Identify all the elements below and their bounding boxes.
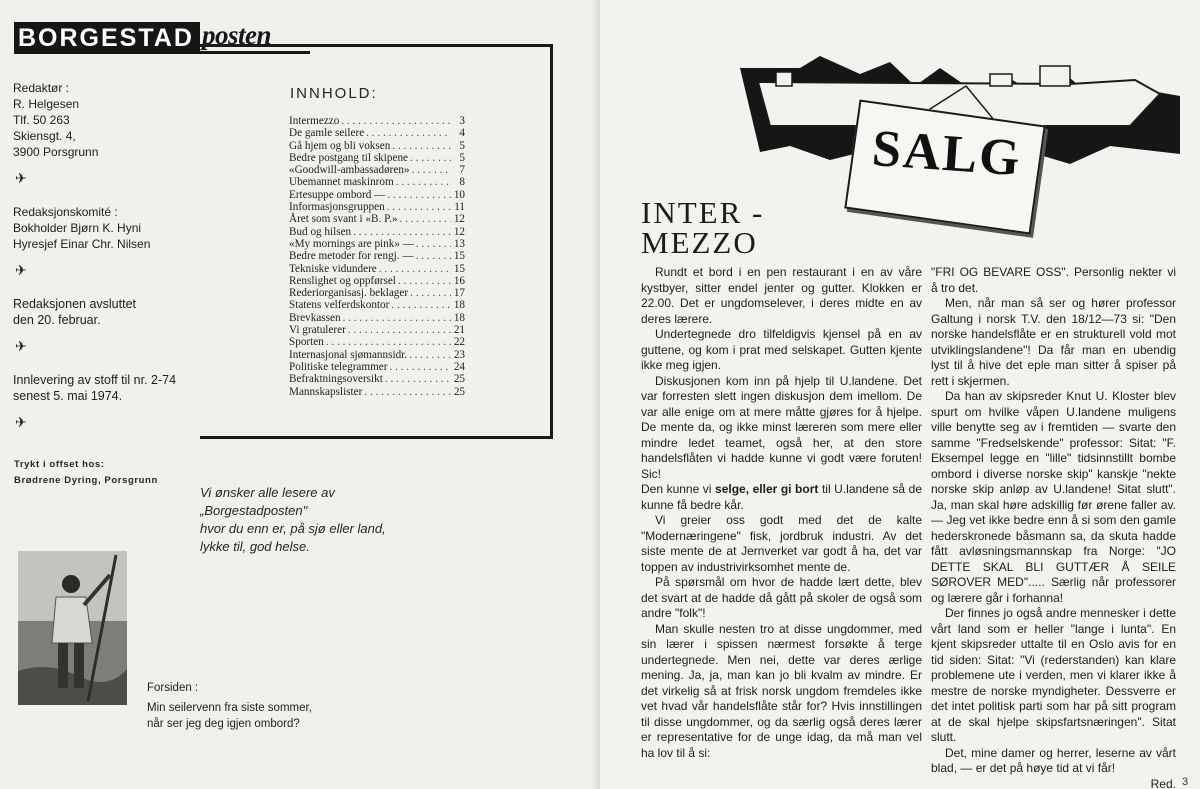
- contents-item-page: 4: [459, 127, 465, 140]
- contents-item-page: 12: [453, 213, 465, 226]
- contents-item: [289, 140, 465, 152]
- article-paragraph: "FRI OG BEVARE OSS". Personlig nekter vi å tro det.: [931, 265, 1176, 295]
- contents-leader-dots: [397, 213, 451, 225]
- contents-leader-dots: [396, 275, 451, 287]
- editor-name: R. Helgesen: [13, 97, 80, 111]
- contents-item: [289, 287, 465, 299]
- contents-item-title: Befraktningsoversikt: [289, 373, 383, 386]
- printer-name: Brødrene Dyring, Porsgrunn: [14, 475, 158, 486]
- contents-item-page: 22: [453, 336, 465, 349]
- contents-leader-dots: [383, 373, 451, 385]
- article-column-left: [641, 265, 922, 761]
- greeting-line: hvor du enn er, på sjø eller land,: [200, 521, 386, 536]
- contents-item: [289, 299, 465, 311]
- committee-label: Redaksjonskomité :: [13, 205, 118, 219]
- contents-item-page: 15: [453, 262, 465, 275]
- contents-item-title: Renslighet og oppførsel: [289, 274, 396, 287]
- masthead-script: posten: [202, 20, 272, 50]
- contents-item-page: 23: [453, 348, 465, 361]
- contents-item-title: Brevkassen: [289, 311, 341, 324]
- contents-leader-dots: [351, 226, 451, 238]
- caption-title: Forsiden :: [147, 682, 199, 694]
- greeting-line: „Borgestadposten": [200, 503, 308, 518]
- contents-item: [289, 238, 465, 250]
- bird-ornament-icon: ✈: [15, 414, 27, 430]
- contents-item: [289, 226, 465, 238]
- contents-box: [200, 44, 553, 439]
- article-headline: [641, 195, 765, 260]
- committee-member: Hyresjef Einar Chr. Nilsen: [13, 237, 151, 251]
- contents-item-title: Intermezzo: [289, 115, 340, 127]
- editor-block: [13, 80, 193, 160]
- contents-item-title: Bedre postgang til skipene: [289, 151, 408, 164]
- contents-item: [289, 349, 465, 361]
- editor-street: Skiensgt. 4,: [13, 129, 76, 143]
- contents-item-page: 3: [459, 115, 465, 127]
- closed-block: [13, 296, 193, 328]
- contents-item: [289, 189, 465, 201]
- contents-item-page: 18: [453, 311, 465, 324]
- contents-item-title: Informasjonsgruppen: [289, 201, 385, 214]
- contents-leader-dots: [390, 140, 451, 152]
- contents-item: [289, 176, 465, 188]
- bird-ornament-icon: ✈: [15, 338, 27, 354]
- contents-item-page: 25: [453, 373, 465, 386]
- article-paragraph: Diskusjonen kom inn på hjelp til U.landene. Det var forresten slett ingen diskusjon dem imellom. De var alle enige om at mere måtte gjøres for å hjelpe. De mente da, og ikke minst læreren som mere eller mindre ledet teamet, også her, at den store handelsflåten vi hadde kunne vi godt være foruten! Sic!: [641, 373, 922, 481]
- printer-label: Trykt i offset hos:: [14, 459, 105, 470]
- contents-item-page: 21: [453, 324, 465, 337]
- headline-line: MEZZO: [641, 225, 758, 260]
- cover-photo: [18, 551, 127, 705]
- article-paragraph: Vi greier oss godt med det de kalte "Modernæringene" fisk, jordbruk industri. Av det siste mente de at Jernverket var godt å ha, det var toppen av industrivirksomhet mente de.: [641, 513, 922, 574]
- contents-item-page: 10: [453, 188, 465, 201]
- caption-line: Min seilervenn fra siste sommer,: [147, 702, 312, 714]
- greeting-message: [200, 484, 386, 556]
- contents-leader-dots: [407, 349, 451, 361]
- masthead-block: BORGESTAD: [14, 22, 200, 54]
- cover-caption: [147, 680, 312, 732]
- editor-phone: Tlf. 50 263: [13, 113, 70, 127]
- contents-item-title: Ubemannet maskinrom: [289, 176, 394, 189]
- committee-member: Bokholder Bjørn K. Hyni: [13, 221, 142, 235]
- greeting-line: Vi ønsker alle lesere av: [200, 485, 335, 500]
- headline-line: INTER -: [641, 195, 765, 230]
- contents-item-page: 5: [459, 151, 465, 164]
- text-span: til U.landene så de kunne få bedre kår.: [641, 482, 922, 512]
- contents-leader-dots: [389, 299, 451, 311]
- contents-item-title: «Goodwill-ambassadøren»: [289, 164, 410, 177]
- article-paragraph: Der finnes jo også andre mennesker i dette vårt land som er heller "lange i lunta". En kjent skipsreder uttalte til en Oslo avis for en tid siden: Sitat: "Vi (rederstanden) kan klare problemene ute i verden, men vi klarer ikke å mestre de norske myndigheter. Dessverre er det intet politisk parti som har på sitt program at de skal hjelpe skipsfartsnæringen". Sitat slutt.: [931, 606, 1176, 744]
- editor-city: 3900 Porsgrunn: [13, 145, 99, 159]
- contents-item: [289, 312, 465, 324]
- contents-item-title: Gå hjem og bli voksen: [289, 139, 391, 152]
- contents-item: [289, 164, 465, 176]
- article-signature: Red.: [1150, 776, 1176, 789]
- article-paragraph: [641, 482, 922, 513]
- article-paragraph: Da han av skipsreder Knut U. Kloster blev spurt om hvilke våpen U.landene muligens ville benytte seg av i fremtiden — svarte den samme "Fredselskende" professor: Sitat: "F. Eksempel legge en "lille" tidsinnstillt bombe ombord i diverse norske skip" kanskje "nekte norske skip anløp av U.landene! Sitat slutt". Ja, man skal høre adskillig før ørene faller av. — Jeg vet ikke bedre enn å si som den gamle hederskronede båsmann sa, da skuta hadde fått avløsningsmannskap fra Norge: "JO DETTE SKAL BLI GUTTÆR Å SEILE SØROVER MED"..... Særlig når professorer og lærere går i forhanna!: [931, 389, 1176, 605]
- contents-item: [289, 213, 465, 225]
- contents-item-page: 18: [453, 299, 465, 312]
- contents-item: [289, 336, 465, 348]
- contents-item: [289, 250, 465, 262]
- contents-item-page: 25: [453, 385, 465, 398]
- contents-item-title: Vi gratulerer: [289, 324, 346, 337]
- contents-leader-dots: [408, 287, 451, 299]
- deadline-block: [13, 372, 193, 404]
- contents-leader-dots: [324, 336, 451, 348]
- contents-leader-dots: [341, 312, 451, 324]
- article-paragraph: Det, mine damer og herrer, leserne av vårt blad, — er det på høye tid at vi får!: [931, 745, 1176, 775]
- contents-item-title: Tekniske vidundere: [289, 262, 377, 275]
- contents-item-title: Rederiorganisasj. beklager: [289, 287, 409, 300]
- contents-item-title: Internasjonal sjømannsidr.: [289, 348, 408, 361]
- printer-credit: [14, 457, 158, 489]
- article-paragraph: Man skulle nesten tro at disse ungdommer, med sin lærer i spissen nærmest forsøkte å terge undertegnede. Men nei, dette var deres ærlige mening. Ja, ja, man kan jo bli kvalm av mindre. Er det virkelig så at frisk norsk ungdom fremdeles ikke vet hvad vår handelsflåte står for? Hvis innstillingen til disse ungdommer, og da særlig også deres lærer er representative for de unge idag, da må man vel ha lov til å si:: [641, 621, 922, 760]
- contents-leader-dots: [388, 361, 452, 373]
- contents-item-page: 17: [453, 287, 465, 300]
- contents-item-title: Sporten: [289, 336, 324, 349]
- deadline-line: Innlevering av stoff til nr. 2-74: [13, 373, 177, 387]
- contents-item-title: Året som svant i «B. P.»: [289, 213, 398, 226]
- contents-leader-dots: [408, 152, 451, 164]
- contents-leader-dots: [385, 201, 451, 213]
- article-paragraph: Men, når man så ser og hører professor Galtung i norsk T.V. den 18/12—73 si: "Den norske handelsflåte er en strukturell vold mot utviklingslandene"! Da får man en ubendig lyst til å hive det eple man sitter å spiser på rett i skjermen.: [931, 296, 1176, 388]
- text-span: Den kunne vi: [641, 482, 716, 496]
- contents-item: [289, 324, 465, 336]
- page-number: 3: [1182, 776, 1189, 788]
- contents-item: [289, 275, 465, 287]
- colophon: [13, 80, 193, 448]
- contents-item-title: Ertesuppe ombord —: [289, 188, 386, 201]
- greeting-line: lykke til, god helse.: [200, 539, 310, 554]
- contents-item-page: 8: [459, 176, 465, 189]
- contents-leader-dots: [339, 115, 451, 127]
- contents-item-page: 12: [453, 225, 465, 238]
- contents-item-title: «My mornings are pink» —: [289, 237, 414, 250]
- contents-item: [289, 361, 465, 373]
- contents-item: [289, 263, 465, 275]
- article-paragraph: Rundt et bord i en pen restaurant i en av våre kystbyer, sitter endel jenter og gutter. Klokken er 22.00. Det er ungdomselever, i deres midte en av deres lærere.: [641, 265, 922, 326]
- caption-line: når ser jeg deg igjen ombord?: [147, 718, 300, 730]
- emphasis-text: selge, eller gi bort: [715, 482, 819, 496]
- contents-item-title: Statens velferdskontor: [289, 299, 390, 312]
- closed-date: den 20. februar.: [13, 313, 101, 327]
- contents-item-title: Politiske telegrammer: [289, 360, 388, 373]
- contents-item-page: 24: [453, 360, 465, 373]
- contents-item-page: 11: [454, 201, 465, 214]
- contents-item-title: Mannskapslister: [289, 385, 363, 398]
- article-column-right: [931, 265, 1176, 789]
- contents-leader-dots: [377, 263, 451, 275]
- contents-item: [289, 115, 465, 127]
- contents-item-title: Bedre metoder for rengj. —: [289, 250, 414, 263]
- contents-leader-dots: [346, 324, 451, 336]
- contents-item-title: Bud og hilsen: [289, 225, 352, 238]
- contents-item: [289, 373, 465, 385]
- contents-leader-dots: [362, 386, 451, 398]
- contents-item: [289, 127, 465, 139]
- contents-leader-dots: [385, 189, 451, 201]
- contents-leader-dots: [414, 250, 451, 262]
- contents-item-page: 16: [453, 274, 465, 287]
- contents-title: INNHOLD:: [290, 85, 378, 102]
- contents-item: [289, 152, 465, 164]
- contents-item: [289, 386, 465, 398]
- editor-label: Redaktør :: [13, 81, 70, 95]
- article-paragraph: Undertegnede dro tilfeldigvis kjensel på en av guttene, og kom i prat med selskapet. Gutten kjente ikke meg igjen.: [641, 327, 922, 372]
- committee-block: [13, 204, 193, 252]
- closed-line: Redaksjonen avsluttet: [13, 297, 136, 311]
- contents-leader-dots: [364, 127, 451, 139]
- deadline-date: senest 5. mai 1974.: [13, 389, 123, 403]
- contents-leader-dots: [414, 238, 451, 250]
- contents-item-page: 15: [453, 250, 465, 263]
- sale-sign-text: SALG: [870, 119, 1024, 188]
- contents-item-page: 13: [453, 237, 465, 250]
- bird-ornament-icon: ✈: [15, 170, 27, 186]
- bird-ornament-icon: ✈: [15, 262, 27, 278]
- article-paragraph: På spørsmål om hvor de hadde lært dette, blev det svart at de hadde då gått på skoler de også som andre "folk"!: [641, 575, 922, 620]
- contents-item-title: De gamle seilere: [289, 127, 365, 140]
- contents-leader-dots: [394, 176, 451, 188]
- contents-list: [289, 115, 465, 398]
- contents-leader-dots: [410, 164, 451, 176]
- contents-item-page: 5: [459, 139, 465, 152]
- contents-item-page: 7: [459, 164, 465, 177]
- contents-item: [289, 201, 465, 213]
